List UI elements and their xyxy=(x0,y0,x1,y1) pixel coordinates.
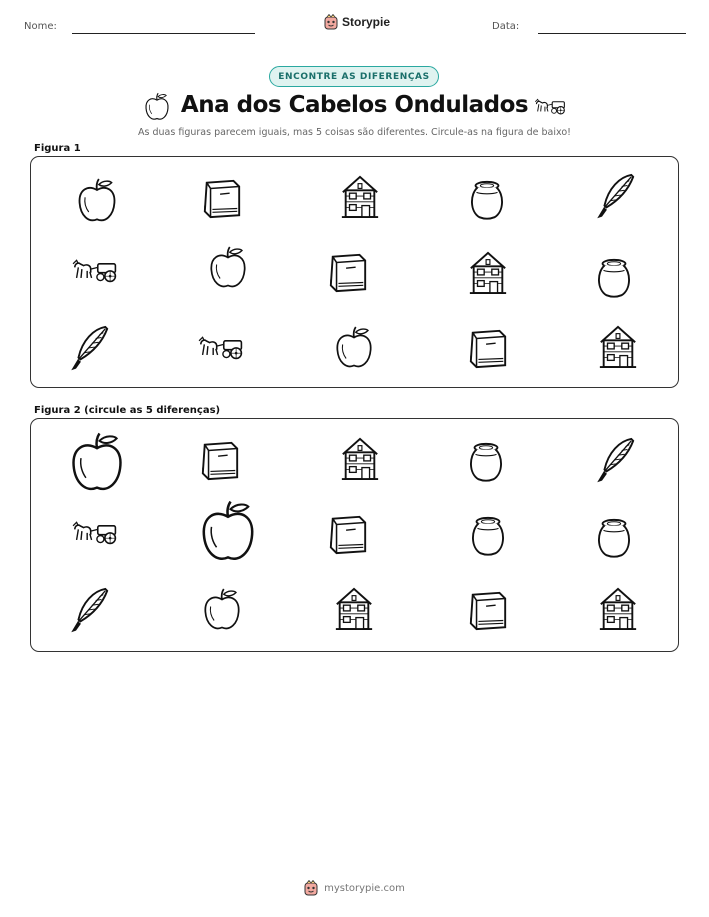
fig1-carriage-icon xyxy=(71,255,121,285)
fig2-apple-icon xyxy=(201,587,243,633)
fig1-pot-icon xyxy=(593,257,635,299)
fig2-pot-icon xyxy=(467,515,509,557)
name-line xyxy=(72,33,255,34)
title-row xyxy=(0,90,709,124)
fig1-house-icon xyxy=(597,323,639,371)
fig2-pot-icon xyxy=(593,517,635,559)
fig1-book-icon xyxy=(465,327,511,369)
fig1-apple-icon xyxy=(333,325,375,371)
fig1-book-icon xyxy=(325,251,371,293)
fig2-book-icon xyxy=(197,439,243,481)
figure-1-label: Figura 1 xyxy=(34,143,81,154)
instructions: As duas figuras parecem iguais, mas 5 coisas são diferentes. Circule-as na figura de baixo! xyxy=(138,127,571,138)
page-title: Ana dos Cabelos Ondulados xyxy=(180,92,529,118)
fig1-book-icon xyxy=(199,177,245,219)
fig1-pot-icon xyxy=(466,179,508,221)
fig2-house-icon xyxy=(597,585,639,633)
fig1-apple-icon xyxy=(207,245,249,291)
fig2-feather-icon xyxy=(67,585,111,635)
fig1-carriage-icon xyxy=(197,332,247,362)
fig1-house-icon xyxy=(467,249,509,297)
footer-url: mystorypie.com xyxy=(324,882,405,894)
fig2-book-icon xyxy=(325,513,371,555)
figure-2-label: Figura 2 (circule as 5 diferenças) xyxy=(34,405,221,416)
fig1-apple-icon xyxy=(75,177,119,225)
fig2-apple-icon xyxy=(67,431,127,495)
fig2-carriage-icon xyxy=(71,517,121,547)
fig2-pot-icon xyxy=(465,441,507,483)
fig2-house-icon xyxy=(333,585,375,633)
storypie-logo-icon xyxy=(304,880,318,896)
fig2-house-icon xyxy=(339,435,381,483)
title-apple-icon xyxy=(143,92,171,122)
fig1-feather-icon xyxy=(593,171,637,221)
fig2-apple-icon xyxy=(197,499,259,565)
footer xyxy=(0,880,709,896)
storypie-logo-icon xyxy=(324,14,338,30)
figure-1-panel xyxy=(30,156,679,388)
fig2-feather-icon xyxy=(593,435,637,485)
fig1-feather-icon xyxy=(67,323,111,373)
date-label: Data: xyxy=(492,21,520,32)
worksheet-header xyxy=(0,0,709,40)
date-line xyxy=(538,33,686,34)
fig1-house-icon xyxy=(339,173,381,221)
figure-2-panel xyxy=(30,418,679,652)
name-label: Nome: xyxy=(24,21,57,32)
brand xyxy=(324,14,390,30)
title-horse-carriage-icon xyxy=(534,95,568,117)
brand-name: Storypie xyxy=(342,15,391,29)
activity-badge: ENCONTRE AS DIFERENÇAS xyxy=(269,66,439,87)
fig2-book-icon xyxy=(465,589,511,631)
